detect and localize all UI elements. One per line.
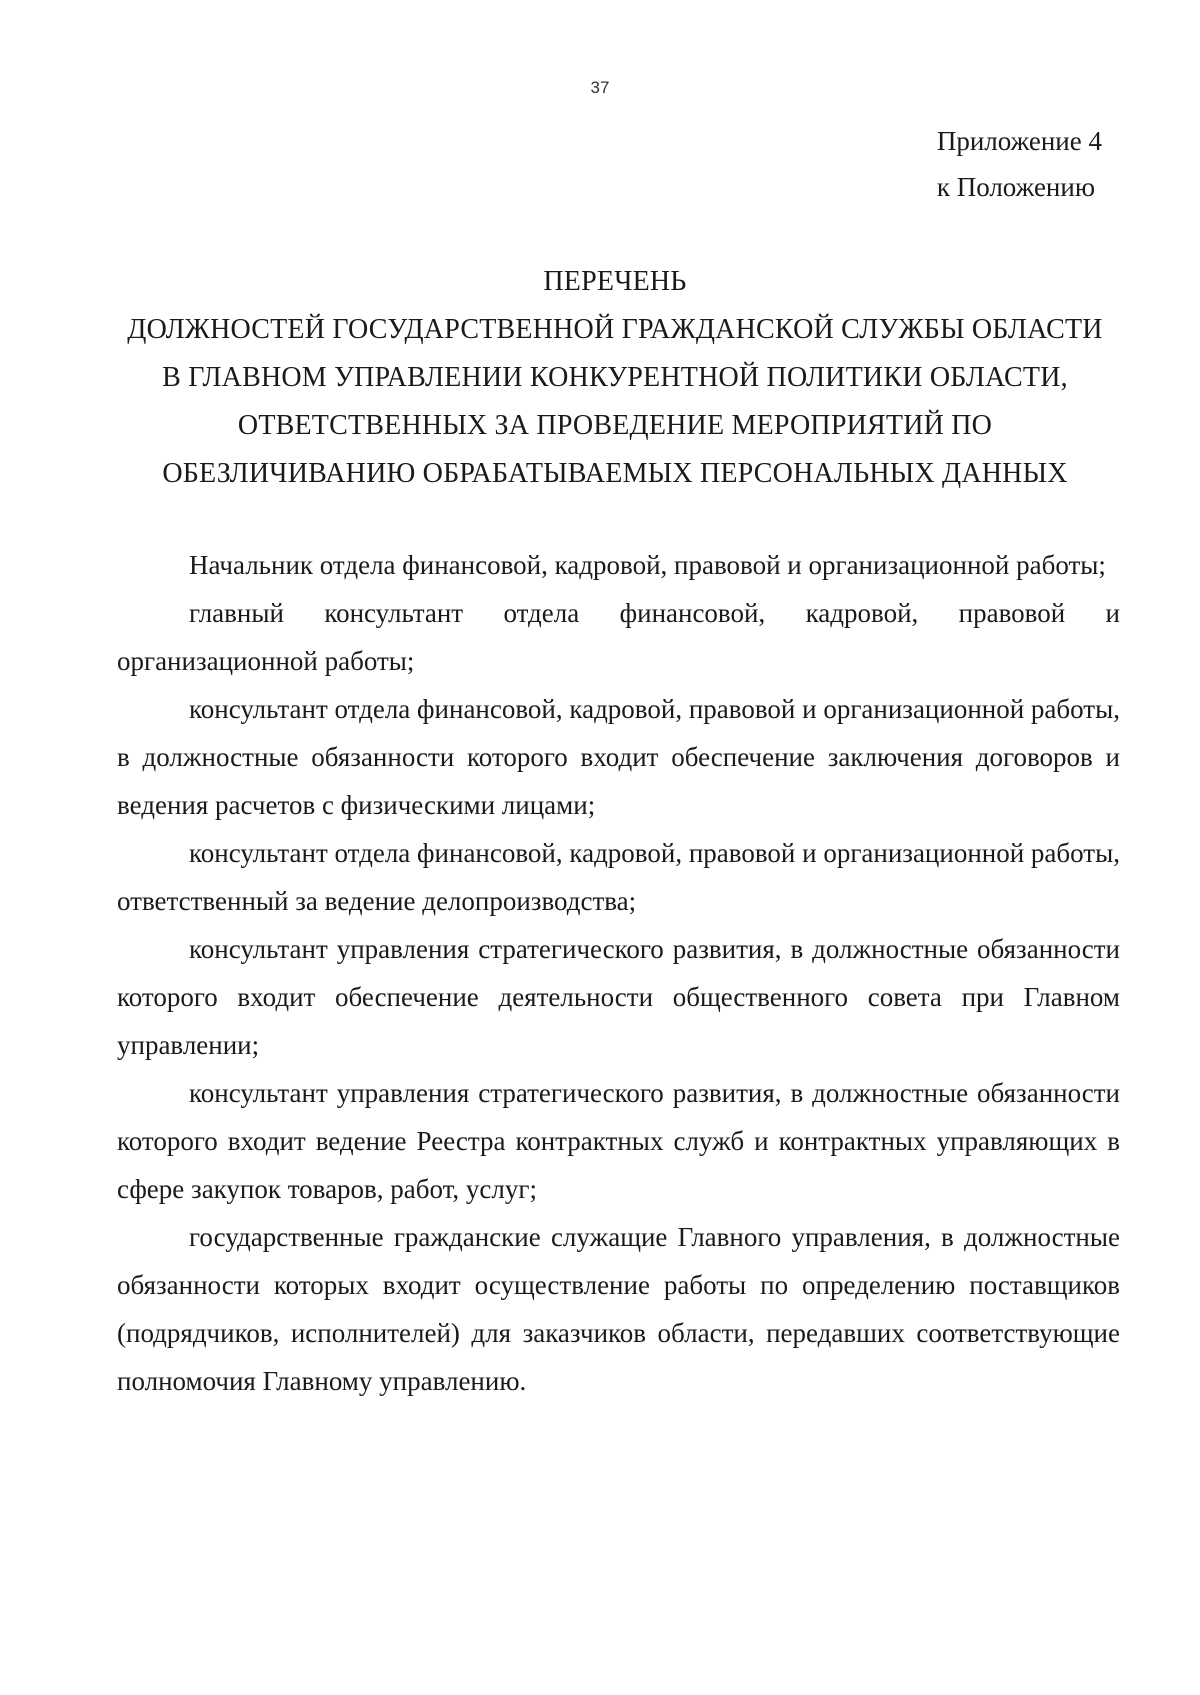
position-paragraph: государственные гражданские служащие Главного управления, в должностные обязанности которых входит осуществление работы по определению поставщиков (подрядчиков, исполнителей) для заказчиков области, передавших соответствующие полномочия Главному управлению. <box>117 1222 1120 1396</box>
title-line-1: ПЕРЕЧЕНЬ <box>543 266 687 297</box>
title-line-3: В ГЛАВНОМ УПРАВЛЕНИИ КОНКУРЕНТНОЙ ПОЛИТИКИ ОБЛАСТИ, <box>162 362 1068 393</box>
document-title <box>110 258 1120 498</box>
position-paragraph: консультант отдела финансовой, кадровой, правовой и организационной работы, в должностные обязанности которого входит обеспечение заключения договоров и ведения расчетов с физическими лицами; <box>117 694 1120 820</box>
appendix-reference <box>937 118 1102 210</box>
position-paragraph: консультант управления стратегического развития, в должностные обязанности которого входит обеспечение деятельности общественного совета при Главном управлении; <box>117 934 1120 1060</box>
appendix-regulation: к Положению <box>936 172 1095 202</box>
appendix-number: Приложение 4 <box>936 126 1102 156</box>
page-number: 37 <box>590 78 610 97</box>
position-paragraph: консультант отдела финансовой, кадровой, правовой и организационной работы, ответственный за ведение делопроизводства; <box>117 838 1120 916</box>
title-line-5: ОБЕЗЛИЧИВАНИЮ ОБРАБАТЫВАЕМЫХ ПЕРСОНАЛЬНЫХ ДАННЫХ <box>162 458 1068 489</box>
title-line-4: ОТВЕТСТВЕННЫХ ЗА ПРОВЕДЕНИЕ МЕРОПРИЯТИЙ ПО <box>237 410 993 441</box>
title-line-2: ДОЛЖНОСТЕЙ ГОСУДАРСТВЕННОЙ ГРАЖДАНСКОЙ СЛУЖБЫ ОБЛАСТИ <box>127 314 1103 345</box>
positions-list <box>117 541 1120 1405</box>
position-paragraph: Начальник отдела финансовой, кадровой, правовой и организационной работы; <box>189 550 1106 580</box>
position-paragraph: главный консультант отдела финансовой, кадровой, правовой и организационной работы; <box>117 598 1120 676</box>
position-paragraph: консультант управления стратегического развития, в должностные обязанности которого входит ведение Реестра контрактных служб и контрактных управляющих в сфере закупок товаров, работ, услуг; <box>117 1078 1120 1204</box>
